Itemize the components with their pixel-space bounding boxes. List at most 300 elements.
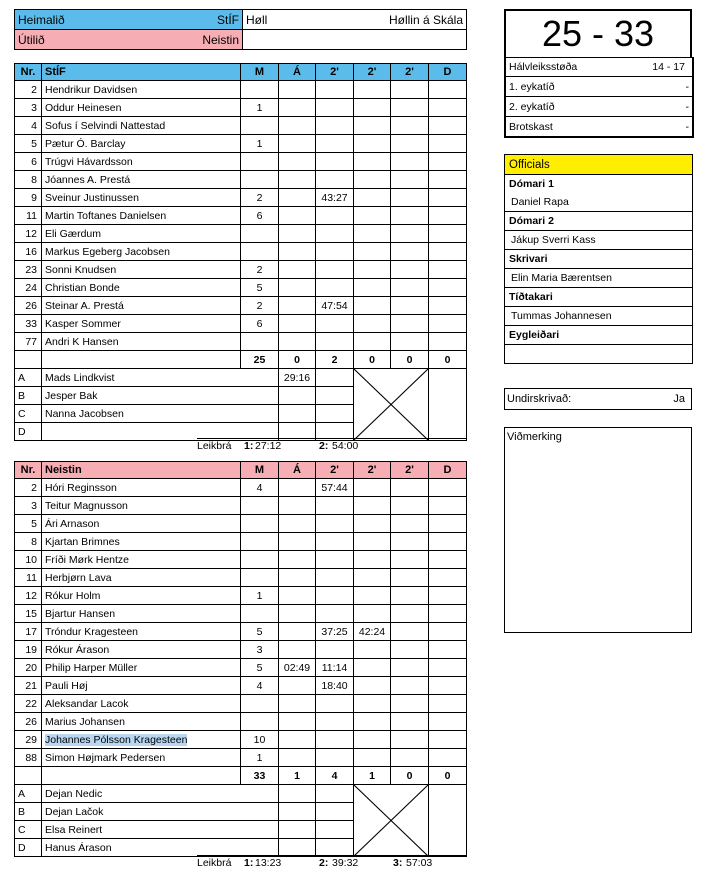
player-suspension-2 bbox=[354, 333, 391, 351]
player-suspension-2 bbox=[354, 479, 391, 497]
player-suspension-1: 47:54 bbox=[316, 297, 354, 315]
away-team-cell bbox=[15, 30, 243, 50]
player-name: Steinar A. Prestá bbox=[42, 297, 241, 315]
player-suspension-1: 37:25 bbox=[316, 623, 354, 641]
player-warning bbox=[279, 117, 316, 135]
player-disqualification bbox=[429, 261, 467, 279]
official-empty bbox=[429, 369, 467, 441]
player-row bbox=[15, 659, 467, 677]
player-disqualification bbox=[429, 135, 467, 153]
home-header-row bbox=[15, 64, 467, 81]
player-suspension-2 bbox=[354, 731, 391, 749]
away-timeout-1-time: 13:23 bbox=[255, 857, 282, 869]
official-name: Hanus Árason bbox=[42, 839, 279, 857]
player-name: Jóannes A. Prestá bbox=[42, 171, 241, 189]
venue-empty-cell bbox=[243, 30, 467, 50]
player-suspension-1 bbox=[316, 695, 354, 713]
player-row bbox=[15, 749, 467, 767]
player-number: 8 bbox=[15, 533, 42, 551]
referee1-name: Daniel Rapa bbox=[505, 193, 693, 212]
away-timeout-3-number: 3: bbox=[393, 857, 403, 869]
player-row bbox=[15, 569, 467, 587]
official-name: Dejan Nedic bbox=[42, 785, 279, 803]
player-number: 24 bbox=[15, 279, 42, 297]
home-timeouts bbox=[197, 438, 466, 453]
total-a: 0 bbox=[279, 351, 316, 369]
home-suspension2-header: 2' bbox=[354, 64, 391, 81]
away-suspension2-header: 2' bbox=[354, 462, 391, 479]
home-suspension3-header: 2' bbox=[391, 64, 429, 81]
official-letter: D bbox=[15, 839, 42, 857]
player-suspension-2 bbox=[354, 81, 391, 99]
player-warning bbox=[279, 623, 316, 641]
player-suspension-2 bbox=[354, 551, 391, 569]
player-warning bbox=[279, 153, 316, 171]
player-disqualification bbox=[429, 153, 467, 171]
player-suspension-3 bbox=[391, 569, 429, 587]
player-suspension-2 bbox=[354, 171, 391, 189]
venue-short: Høll bbox=[246, 12, 268, 27]
player-row bbox=[15, 117, 467, 135]
official-warning bbox=[279, 387, 316, 405]
supervisor-name bbox=[505, 345, 693, 364]
player-number: 5 bbox=[15, 515, 42, 533]
supervisor-label: Eygleiðari bbox=[505, 326, 693, 345]
player-number: 8 bbox=[15, 171, 42, 189]
halftime-row bbox=[505, 58, 693, 77]
official-name: Mads Lindkvist bbox=[42, 369, 279, 387]
total-t2: 0 bbox=[354, 351, 391, 369]
official-warning: 29:16 bbox=[279, 369, 316, 387]
home-warning-header: Á bbox=[279, 64, 316, 81]
player-number: 88 bbox=[15, 749, 42, 767]
player-suspension-2 bbox=[354, 243, 391, 261]
player-warning bbox=[279, 135, 316, 153]
player-number: 9 bbox=[15, 189, 42, 207]
player-number: 17 bbox=[15, 623, 42, 641]
penalties-label: Brotskast bbox=[509, 120, 553, 133]
player-goals: 3 bbox=[241, 641, 279, 659]
official-warning bbox=[279, 821, 316, 839]
away-timeout-2-time: 39:32 bbox=[332, 857, 359, 869]
away-suspension3-header: 2' bbox=[391, 462, 429, 479]
player-suspension-3 bbox=[391, 81, 429, 99]
referee2-label: Dómari 2 bbox=[505, 212, 693, 231]
away-timeout-2-number: 2: bbox=[319, 857, 329, 869]
player-row bbox=[15, 479, 467, 497]
player-goals: 5 bbox=[241, 279, 279, 297]
player-name: Martin Toftanes Danielsen bbox=[42, 207, 241, 225]
player-warning bbox=[279, 533, 316, 551]
away-team-name: Neistin bbox=[202, 32, 239, 47]
player-suspension-3 bbox=[391, 479, 429, 497]
total-m: 33 bbox=[241, 767, 279, 785]
player-number: 77 bbox=[15, 333, 42, 351]
player-number: 33 bbox=[15, 315, 42, 333]
player-number: 12 bbox=[15, 225, 42, 243]
player-suspension-1: 57:44 bbox=[316, 479, 354, 497]
player-goals bbox=[241, 569, 279, 587]
player-disqualification bbox=[429, 623, 467, 641]
player-goals: 6 bbox=[241, 207, 279, 225]
halftime-label: Hálvleiksstøða bbox=[509, 61, 578, 73]
official-suspension bbox=[316, 839, 354, 857]
player-suspension-3 bbox=[391, 515, 429, 533]
player-warning bbox=[279, 605, 316, 623]
penalties-score: - bbox=[685, 120, 689, 133]
player-disqualification bbox=[429, 479, 467, 497]
player-number: 4 bbox=[15, 117, 42, 135]
player-disqualification bbox=[429, 297, 467, 315]
player-goals bbox=[241, 333, 279, 351]
player-row bbox=[15, 695, 467, 713]
official-warning bbox=[279, 405, 316, 423]
player-suspension-3 bbox=[391, 207, 429, 225]
player-warning bbox=[279, 749, 316, 767]
player-row bbox=[15, 515, 467, 533]
player-goals: 2 bbox=[241, 297, 279, 315]
player-goals bbox=[241, 243, 279, 261]
home-label: Heimalið bbox=[18, 12, 65, 27]
player-disqualification bbox=[429, 81, 467, 99]
player-suspension-3 bbox=[391, 587, 429, 605]
official-empty bbox=[429, 785, 467, 857]
final-score: 25 - 33 bbox=[541, 13, 655, 54]
player-suspension-3 bbox=[391, 695, 429, 713]
player-warning bbox=[279, 551, 316, 569]
official-letter: C bbox=[15, 405, 42, 423]
player-suspension-1 bbox=[316, 171, 354, 189]
player-suspension-3 bbox=[391, 315, 429, 333]
player-goals: 5 bbox=[241, 623, 279, 641]
player-name: Philip Harper Müller bbox=[42, 659, 241, 677]
player-disqualification bbox=[429, 333, 467, 351]
player-suspension-2 bbox=[354, 587, 391, 605]
player-name: Sonni Knudsen bbox=[42, 261, 241, 279]
player-name: Christian Bonde bbox=[42, 279, 241, 297]
extra2-label: 2. eykatíð bbox=[509, 100, 555, 113]
totals-spacer-name bbox=[42, 767, 241, 785]
player-suspension-3 bbox=[391, 99, 429, 117]
player-row bbox=[15, 297, 467, 315]
official-suspension bbox=[316, 785, 354, 803]
player-suspension-2 bbox=[354, 99, 391, 117]
player-number: 26 bbox=[15, 713, 42, 731]
player-disqualification bbox=[429, 569, 467, 587]
player-suspension-1 bbox=[316, 333, 354, 351]
player-suspension-1 bbox=[316, 641, 354, 659]
cross-out-mark bbox=[354, 785, 428, 856]
player-row bbox=[15, 171, 467, 189]
player-name: Rókur Holm bbox=[42, 587, 241, 605]
home-goals-header: M bbox=[241, 64, 279, 81]
player-row bbox=[15, 623, 467, 641]
away-goals-header: M bbox=[241, 462, 279, 479]
player-suspension-3 bbox=[391, 533, 429, 551]
away-totals-row bbox=[15, 767, 467, 785]
player-number: 3 bbox=[15, 99, 42, 117]
player-disqualification bbox=[429, 117, 467, 135]
player-number: 11 bbox=[15, 207, 42, 225]
referee1-label: Dómari 1 bbox=[505, 175, 693, 194]
official-warning bbox=[279, 839, 316, 857]
player-warning bbox=[279, 695, 316, 713]
player-suspension-2 bbox=[354, 677, 391, 695]
total-t3: 0 bbox=[391, 351, 429, 369]
player-number: 26 bbox=[15, 297, 42, 315]
player-suspension-3 bbox=[391, 189, 429, 207]
player-goals bbox=[241, 171, 279, 189]
player-suspension-2 bbox=[354, 713, 391, 731]
player-goals: 5 bbox=[241, 659, 279, 677]
official-letter: A bbox=[15, 785, 42, 803]
player-suspension-2 bbox=[354, 261, 391, 279]
player-goals bbox=[241, 497, 279, 515]
player-suspension-2 bbox=[354, 749, 391, 767]
player-goals bbox=[241, 533, 279, 551]
player-suspension-1 bbox=[316, 315, 354, 333]
player-name: Andri K Hansen bbox=[42, 333, 241, 351]
remarks-label: Viðmerking bbox=[507, 431, 562, 443]
total-d: 0 bbox=[429, 351, 467, 369]
player-goals: 4 bbox=[241, 479, 279, 497]
player-row bbox=[15, 713, 467, 731]
home-suspension1-header: 2' bbox=[316, 64, 354, 81]
player-goals bbox=[241, 153, 279, 171]
player-disqualification bbox=[429, 533, 467, 551]
player-suspension-2 bbox=[354, 315, 391, 333]
player-name: Sofus í Selvindi Nattestad bbox=[42, 117, 241, 135]
cross-out-mark bbox=[354, 369, 428, 440]
total-t2: 1 bbox=[354, 767, 391, 785]
total-t1: 4 bbox=[316, 767, 354, 785]
signed-label: Undirskrivað: bbox=[507, 393, 572, 405]
player-name: Kasper Sommer bbox=[42, 315, 241, 333]
crossed-out-cells bbox=[354, 369, 429, 441]
player-number: 16 bbox=[15, 243, 42, 261]
player-suspension-2 bbox=[354, 117, 391, 135]
player-goals: 1 bbox=[241, 587, 279, 605]
extra2-score: - bbox=[685, 100, 689, 113]
home-timeout-2-number: 2: bbox=[319, 440, 329, 452]
away-team-table bbox=[14, 461, 467, 857]
player-suspension-1 bbox=[316, 225, 354, 243]
player-name: Fríði Mørk Hentze bbox=[42, 551, 241, 569]
player-row bbox=[15, 677, 467, 695]
player-suspension-2 bbox=[354, 207, 391, 225]
team-official-row bbox=[15, 785, 467, 803]
player-disqualification bbox=[429, 99, 467, 117]
player-goals bbox=[241, 605, 279, 623]
player-row bbox=[15, 135, 467, 153]
scorer-name: Elin Maria Bærentsen bbox=[505, 269, 693, 288]
player-name: Aleksandar Lacok bbox=[42, 695, 241, 713]
player-suspension-1 bbox=[316, 605, 354, 623]
player-name: Oddur Heinesen bbox=[42, 99, 241, 117]
player-row bbox=[15, 261, 467, 279]
player-suspension-2 bbox=[354, 279, 391, 297]
player-suspension-2 bbox=[354, 135, 391, 153]
player-suspension-2 bbox=[354, 189, 391, 207]
player-suspension-1 bbox=[316, 243, 354, 261]
player-suspension-3 bbox=[391, 659, 429, 677]
player-suspension-3 bbox=[391, 225, 429, 243]
player-goals: 6 bbox=[241, 315, 279, 333]
player-number: 6 bbox=[15, 153, 42, 171]
player-suspension-3 bbox=[391, 333, 429, 351]
extra1-label: 1. eykatíð bbox=[509, 80, 555, 93]
player-warning bbox=[279, 569, 316, 587]
remarks-box bbox=[504, 427, 692, 633]
player-suspension-2 bbox=[354, 297, 391, 315]
away-warning-header: Á bbox=[279, 462, 316, 479]
official-letter: B bbox=[15, 387, 42, 405]
player-number: 12 bbox=[15, 587, 42, 605]
player-row bbox=[15, 641, 467, 659]
official-suspension bbox=[316, 803, 354, 821]
player-suspension-3 bbox=[391, 153, 429, 171]
player-disqualification bbox=[429, 207, 467, 225]
timekeeper-name: Tummas Johannesen bbox=[505, 307, 693, 326]
player-goals: 4 bbox=[241, 677, 279, 695]
player-name: Ári Arnason bbox=[42, 515, 241, 533]
player-number: 5 bbox=[15, 135, 42, 153]
player-name: Eli Gærdum bbox=[42, 225, 241, 243]
player-suspension-2 bbox=[354, 153, 391, 171]
player-warning bbox=[279, 515, 316, 533]
player-number: 20 bbox=[15, 659, 42, 677]
player-suspension-2 bbox=[354, 225, 391, 243]
player-suspension-3 bbox=[391, 623, 429, 641]
player-disqualification bbox=[429, 731, 467, 749]
player-goals bbox=[241, 695, 279, 713]
player-goals: 10 bbox=[241, 731, 279, 749]
away-nr-header: Nr. bbox=[15, 462, 42, 479]
away-timeouts bbox=[197, 855, 466, 870]
score-details bbox=[504, 57, 694, 138]
referee2-name: Jákup Sverri Kass bbox=[505, 231, 693, 250]
official-suspension bbox=[316, 405, 354, 423]
player-row bbox=[15, 153, 467, 171]
official-letter: D bbox=[15, 423, 42, 441]
player-suspension-3 bbox=[391, 297, 429, 315]
player-name: Teitur Magnusson bbox=[42, 497, 241, 515]
player-suspension-1: 18:40 bbox=[316, 677, 354, 695]
player-row bbox=[15, 315, 467, 333]
home-totals-row bbox=[15, 351, 467, 369]
official-suspension bbox=[316, 387, 354, 405]
totals-spacer-nr bbox=[15, 351, 42, 369]
player-name: Rókur Árason bbox=[42, 641, 241, 659]
player-warning bbox=[279, 333, 316, 351]
player-warning bbox=[279, 279, 316, 297]
player-suspension-1 bbox=[316, 135, 354, 153]
player-disqualification bbox=[429, 243, 467, 261]
player-suspension-1 bbox=[316, 533, 354, 551]
home-team-name-header: StÍF bbox=[42, 64, 241, 81]
player-number: 10 bbox=[15, 551, 42, 569]
extra1-score: - bbox=[685, 80, 689, 93]
player-warning bbox=[279, 587, 316, 605]
away-label: Útilið bbox=[18, 32, 45, 47]
player-suspension-3 bbox=[391, 731, 429, 749]
player-disqualification bbox=[429, 551, 467, 569]
player-name: Bjartur Hansen bbox=[42, 605, 241, 623]
totals-spacer-name bbox=[42, 351, 241, 369]
total-t1: 2 bbox=[316, 351, 354, 369]
player-row bbox=[15, 333, 467, 351]
venue-cell bbox=[243, 10, 467, 30]
player-number: 29 bbox=[15, 731, 42, 749]
player-row bbox=[15, 189, 467, 207]
player-suspension-1 bbox=[316, 261, 354, 279]
player-goals: 1 bbox=[241, 99, 279, 117]
player-number: 2 bbox=[15, 479, 42, 497]
crossed-out-cells bbox=[354, 785, 429, 857]
player-name: Hóri Reginsson bbox=[42, 479, 241, 497]
home-timeouts-label: Leikbrá bbox=[197, 440, 232, 452]
signed-box bbox=[504, 388, 692, 410]
player-suspension-1 bbox=[316, 587, 354, 605]
player-goals bbox=[241, 713, 279, 731]
penalties-row bbox=[505, 117, 693, 138]
player-disqualification bbox=[429, 497, 467, 515]
player-warning bbox=[279, 479, 316, 497]
venue-name: Høllin á Skála bbox=[388, 12, 463, 27]
player-row bbox=[15, 279, 467, 297]
official-warning bbox=[279, 803, 316, 821]
player-suspension-1: 11:14 bbox=[316, 659, 354, 677]
away-timeouts-label: Leikbrá bbox=[197, 857, 232, 869]
player-suspension-2 bbox=[354, 695, 391, 713]
player-suspension-3 bbox=[391, 261, 429, 279]
player-suspension-2 bbox=[354, 659, 391, 677]
player-number: 3 bbox=[15, 497, 42, 515]
player-number: 19 bbox=[15, 641, 42, 659]
player-goals bbox=[241, 225, 279, 243]
player-disqualification bbox=[429, 695, 467, 713]
player-suspension-1 bbox=[316, 81, 354, 99]
player-warning: 02:49 bbox=[279, 659, 316, 677]
player-suspension-1: 43:27 bbox=[316, 189, 354, 207]
player-row bbox=[15, 587, 467, 605]
player-suspension-1 bbox=[316, 551, 354, 569]
final-score-box bbox=[504, 9, 692, 58]
extra1-row bbox=[505, 77, 693, 97]
home-timeout-1-time: 27:12 bbox=[255, 440, 282, 452]
player-suspension-3 bbox=[391, 135, 429, 153]
away-header-row bbox=[15, 462, 467, 479]
player-name: Markus Egeberg Jacobsen bbox=[42, 243, 241, 261]
player-warning bbox=[279, 315, 316, 333]
away-disqualification-header: D bbox=[429, 462, 467, 479]
official-suspension bbox=[316, 821, 354, 839]
match-header bbox=[14, 9, 467, 50]
totals-spacer-nr bbox=[15, 767, 42, 785]
player-number: 21 bbox=[15, 677, 42, 695]
player-disqualification bbox=[429, 189, 467, 207]
player-disqualification bbox=[429, 315, 467, 333]
player-name: Marius Johansen bbox=[42, 713, 241, 731]
player-row bbox=[15, 551, 467, 569]
official-name: Jesper Bak bbox=[42, 387, 279, 405]
player-goals bbox=[241, 117, 279, 135]
player-warning bbox=[279, 297, 316, 315]
official-letter: A bbox=[15, 369, 42, 387]
player-number: 15 bbox=[15, 605, 42, 623]
player-name: Herbjørn Lava bbox=[42, 569, 241, 587]
player-suspension-1 bbox=[316, 279, 354, 297]
